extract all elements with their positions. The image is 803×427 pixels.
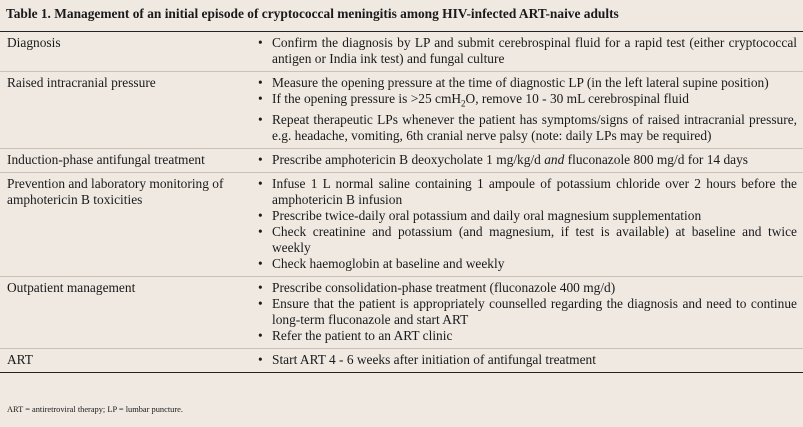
- bullet-item: • Start ART 4 - 6 weeks after initiation of antifungal treatment: [252, 352, 797, 368]
- table-row: [0, 172, 803, 276]
- table-title: Table 1. Management of an initial episode of cryptococcal meningitis among HIV-infected ART-naive adults: [6, 6, 619, 21]
- row-label: Outpatient management: [0, 276, 252, 348]
- row-label: Induction-phase antifungal treatment: [0, 148, 252, 172]
- row-items: [252, 348, 803, 372]
- bullet-item: • Confirm the diagnosis by LP and submit cerebrospinal fluid for a rapid test (either cryptococcal antigen or India ink test) and fungal culture: [252, 35, 797, 67]
- bullet-list: [252, 176, 797, 272]
- table-row: [0, 148, 803, 172]
- bullet-item: • If the opening pressure is >25 cmH$_2$O, remove 10 - 30 mL cerebrospinal fluid: [252, 91, 797, 112]
- bullet-item: • Prescribe twice-daily oral potassium and daily oral magnesium supplementation: [252, 208, 797, 224]
- table-row: [0, 72, 803, 149]
- bullet-item: • Prescribe amphotericin B deoxycholate 1 mg/kg/d and fluconazole 800 mg/d for 14 days: [252, 152, 797, 168]
- bullet-item: • Check haemoglobin at baseline and weekly: [252, 256, 797, 272]
- management-table: [0, 32, 803, 373]
- table-body: [0, 32, 803, 372]
- bullet-item: • Prescribe consolidation-phase treatment (fluconazole 400 mg/d): [252, 280, 797, 296]
- bullet-list: [252, 35, 797, 67]
- row-items: [252, 172, 803, 276]
- row-label: Diagnosis: [0, 32, 252, 72]
- table-row: [0, 276, 803, 348]
- bullet-item: • Refer the patient to an ART clinic: [252, 328, 797, 344]
- bullet-list: [252, 152, 797, 168]
- row-items: [252, 32, 803, 72]
- bullet-list: [252, 280, 797, 344]
- table-row: [0, 348, 803, 372]
- row-items: [252, 276, 803, 348]
- bullet-item: • Measure the opening pressure at the time of diagnostic LP (in the left lateral supine position): [252, 75, 797, 91]
- row-items: [252, 72, 803, 149]
- bullet-item: • Infuse 1 L normal saline containing 1 ampoule of potassium chloride over 2 hours before the amphotericin B infusion: [252, 176, 797, 208]
- bullet-list: [252, 352, 797, 368]
- table-footnote: ART = antiretroviral therapy; LP = lumbar puncture.: [7, 405, 183, 414]
- bullet-item: • Repeat therapeutic LPs whenever the patient has symptoms/signs of raised intracranial pressure, e.g. headache, vomiting, 6th cranial nerve palsy (note: daily LPs may be required): [252, 112, 797, 144]
- table-row: [0, 32, 803, 72]
- row-label: Prevention and laboratory monitoring of amphotericin B toxicities: [0, 172, 252, 276]
- bullet-item: • Ensure that the patient is appropriately counselled regarding the diagnosis and need to continue long-term fluconazole and start ART: [252, 296, 797, 328]
- row-label: Raised intracranial pressure: [0, 72, 252, 149]
- bullet-item: • Check creatinine and potassium (and magnesium, if test is available) at baseline and twice weekly: [252, 224, 797, 256]
- row-label: ART: [0, 348, 252, 372]
- row-items: [252, 148, 803, 172]
- bullet-list: [252, 75, 797, 144]
